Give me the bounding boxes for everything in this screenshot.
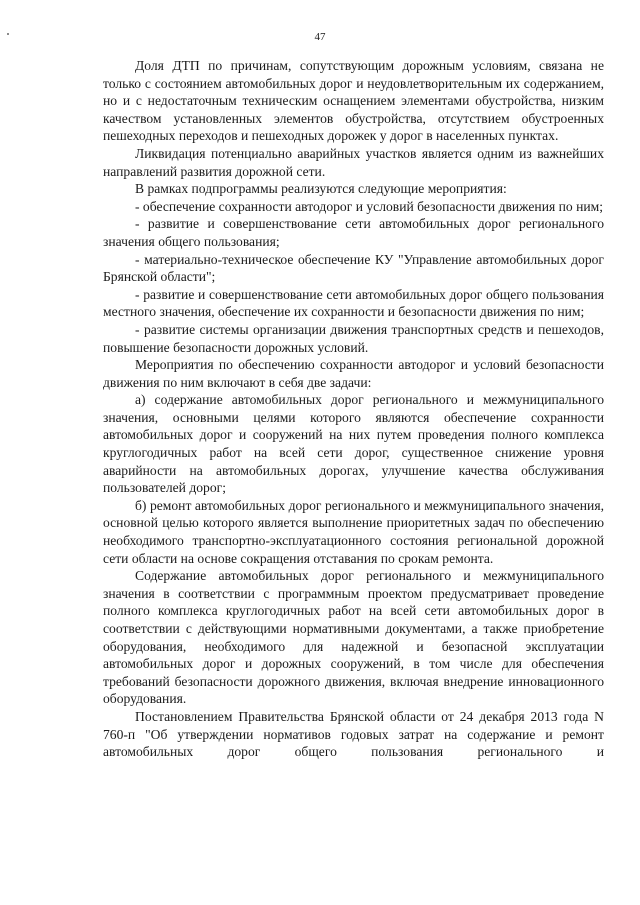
paragraph-two-tasks: Мероприятия по обеспечению сохранности автодорог и условий безопасности движения по ним включают в себя две задачи: (103, 357, 604, 390)
paragraph-maintenance-scope: Содержание автомобильных дорог регионального и межмуниципального значения в соответствии с программным проектом предусматривает проведение полного комплекса круглогодичных работ на всей сети автомобильных дорог в соответствии с действующими нормативными документами, а также приобретение оборудования, необходимого для надежной и безопасной эксплуатации автомобильных дорог и дорожных сооружений, в том числе для обеспечения требований безопасности дорожного движения, включая внедрение инновационного оборудования. (103, 568, 604, 707)
list-item-regional-network: - развитие и совершенствование сети автомобильных дорог регионального значения общего пользования; (103, 216, 604, 249)
list-item-local-network: - развитие и совершенствование сети автомобильных дорог общего пользования местного значения, обеспечение их сохранности и безопасности движения по ним; (103, 286, 604, 320)
page-number: 47 (314, 31, 326, 43)
task-item-repair: б) ремонт автомобильных дорог регионального и межмуниципального значения, основной целью которого является выполнение приоритетных задач по обеспечению необходимого транспортно-эксплуатационного состояния региональной дорожной сети области на основе сокращения отставания по срокам ремонта. (103, 497, 604, 566)
paragraph-government-decree: Постановлением Правительства Брянской области от 24 декабря 2013 года N 760-п "Об утверждении нормативов годовых затрат на содержание и ремонт автомобильных дорог общего пользования регионального и (103, 708, 604, 760)
paragraph-accident-sites: Ликвидация потенциально аварийных участков является одним из важнейших направлений развития дорожной сети. (103, 145, 604, 179)
list-item-traffic-organization: - развитие системы организации движения транспортных средств и пешеходов, повышение безопасности дорожных условий. (103, 321, 604, 355)
list-item-material-support: - материально-техническое обеспечение КУ "Управление автомобильных дорог Брянской области"; (103, 251, 604, 285)
paragraph-measures-intro: В рамках подпрограммы реализуются следующие мероприятия: (135, 181, 507, 197)
list-item-road-safety: - обеспечение сохранности автодорог и условий безопасности движения по ним; (135, 198, 604, 214)
paragraph-dtp-causes: Доля ДТП по причинам, сопутствующим дорожным условиям, связана не только с состоянием автомобильных дорог и неудовлетворительным их содержанием, но и с недостаточным техническим оснащением элементами обустройства, низким качеством установленных элементов обустройства, отсутствием обустроенных пешеходных переходов и пешеходных дорожек у дорог в населенных пунктах. (103, 58, 604, 144)
task-item-maintenance: а) содержание автомобильных дорог регионального и межмуниципального значения, основными целями которого являются обеспечение сохранности автомобильных дорог и сооружений на них путем проведения полного комплекса круглогодичных работ на всей сети дорог, существенное снижение уровня аварийности на автомобильных дорогах, улучшение качества обслуживания пользователей дорог; (103, 392, 604, 496)
document-body (103, 57, 604, 761)
